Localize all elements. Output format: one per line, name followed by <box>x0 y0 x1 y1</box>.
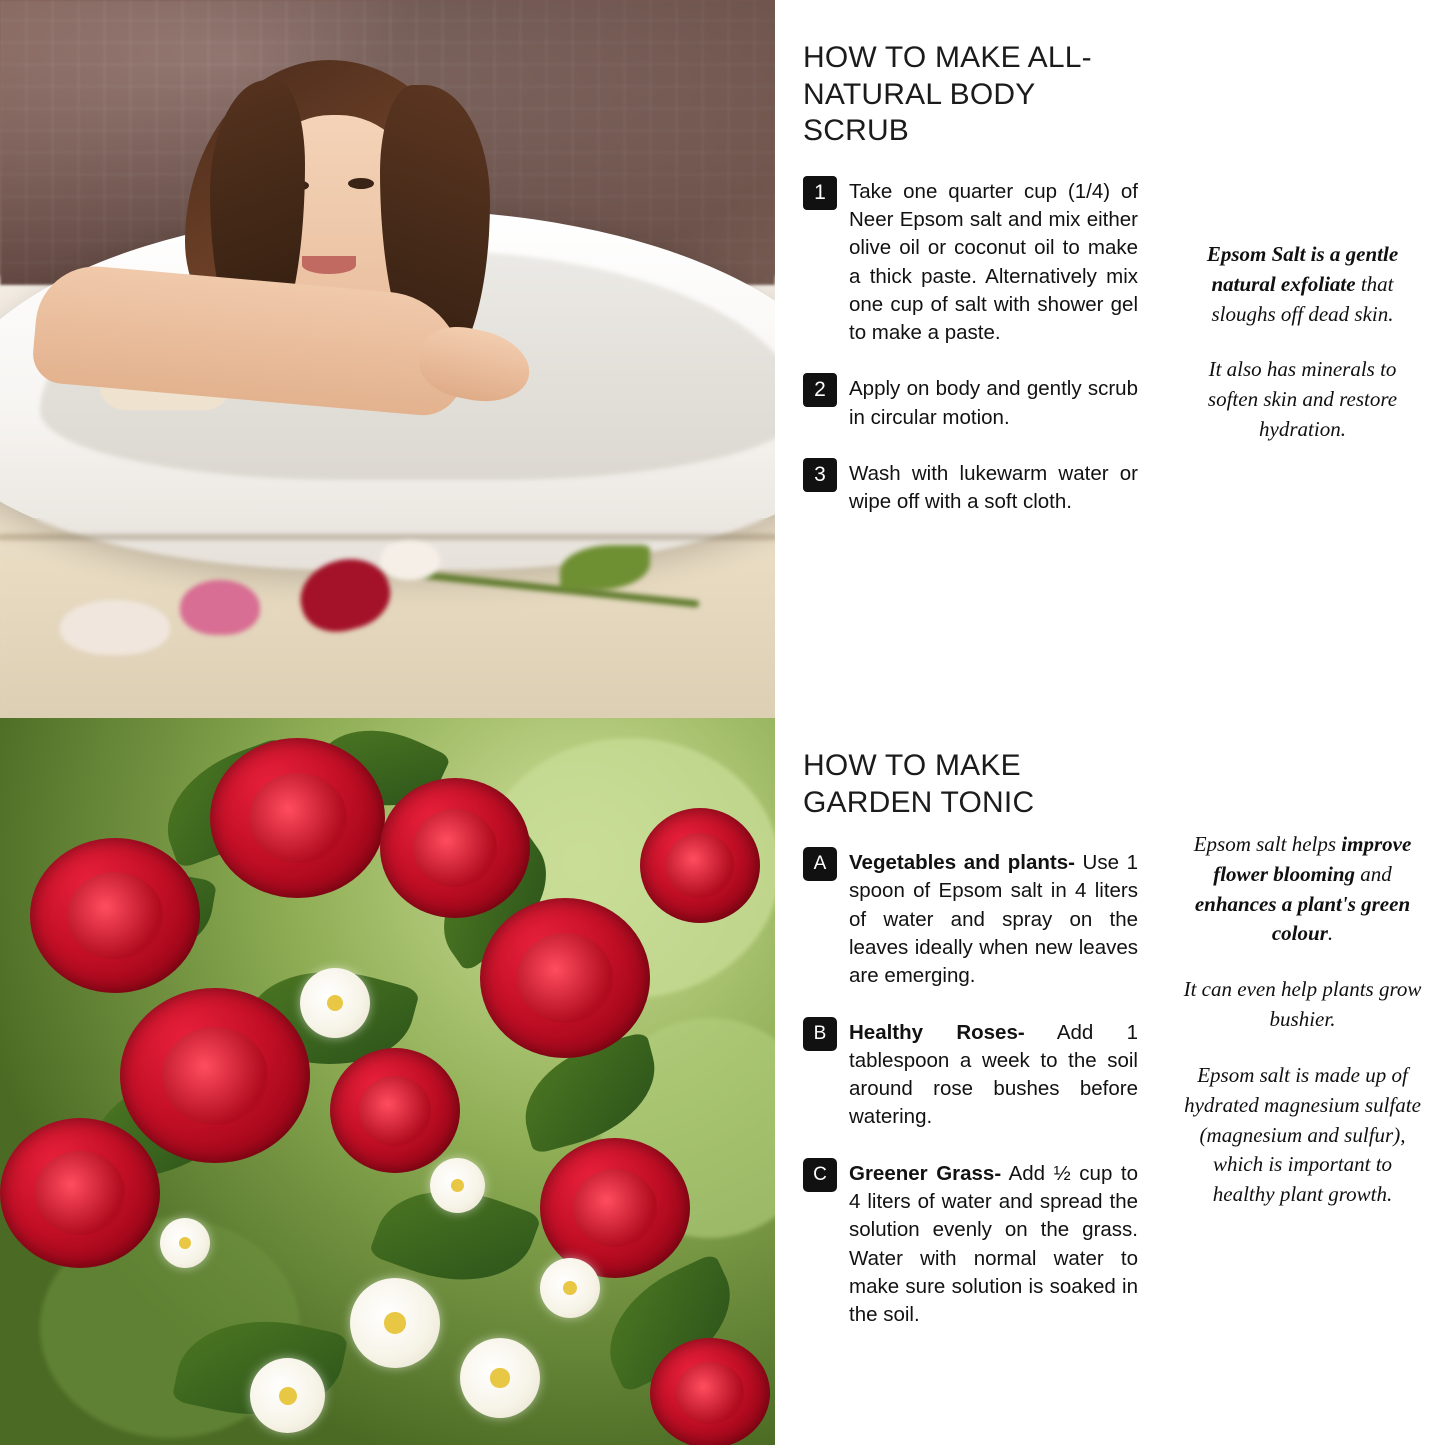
step-badge-c: C <box>803 1158 837 1192</box>
step-badge-1: 1 <box>803 176 837 210</box>
jasmine-flower <box>160 1218 210 1268</box>
body-scrub-text-panel <box>775 0 1160 718</box>
side-note-3-start: Epsom salt helps <box>1193 832 1342 856</box>
garden-tonic-text-panel <box>775 718 1160 1445</box>
side-note-3-end: . <box>1327 921 1334 946</box>
eye-right <box>348 178 374 189</box>
jasmine-flower <box>430 1158 485 1213</box>
red-rose <box>540 1138 690 1278</box>
step-lead-c: Greener Grass- <box>849 1161 1002 1185</box>
side-note-4: It can even help plants grow bushier. <box>1183 977 1422 1032</box>
red-rose <box>380 778 530 918</box>
list-item <box>803 373 1138 432</box>
page-title-body-scrub: HOW TO MAKE ALL-NATURAL BODY SCRUB <box>803 41 1092 148</box>
side-note-1-rest: that sloughs off dead skin. <box>1211 271 1394 326</box>
step-text-a <box>849 847 1138 990</box>
red-rose <box>210 738 385 898</box>
garden-tonic-section <box>0 718 1445 1445</box>
side-note-5: Epsom salt is made up of hydrated magnesium sulfate (magnesium and sulfur), which is important to healthy plant growth. <box>1184 1062 1421 1207</box>
step-badge-b: B <box>803 1017 837 1051</box>
step-body-a: Use 1 spoon of Epsom salt in 4 liters of water and spray on the leaves ideally when new leaves are emerging. <box>849 851 1138 988</box>
jasmine-flower <box>350 1278 440 1368</box>
red-rose <box>120 988 310 1163</box>
body-scrub-side-notes <box>1160 0 1445 718</box>
side-note-1-bold: Epsom Salt is a gentle natural exfoliate <box>1206 242 1399 296</box>
side-note-2: It also has minerals to soften skin and restore hydration. <box>1207 357 1398 442</box>
mouth <box>302 256 356 274</box>
side-note-1 <box>1182 240 1423 329</box>
jasmine-flower <box>300 968 370 1038</box>
foreground-blur <box>0 518 775 718</box>
jasmine-flower <box>460 1338 540 1418</box>
step-lead-b: Healthy Roses- <box>849 1020 1025 1044</box>
step-body-c: Add ½ cup to 4 liters of water and spread the solution evenly on the grass. Water with normal water to make sure solution is soaked in the soil. <box>849 1161 1139 1327</box>
red-rose <box>650 1338 770 1445</box>
red-rose <box>640 808 760 923</box>
list-item <box>803 458 1138 517</box>
list-item <box>803 847 1138 990</box>
step-text-b <box>849 1017 1138 1132</box>
jasmine-flower <box>250 1358 325 1433</box>
step-badge-3: 3 <box>803 458 837 492</box>
step-text-3: Wash with lukewarm water or wipe off with a soft cloth. <box>849 462 1138 514</box>
red-roses-garden-photo <box>0 718 775 1445</box>
side-note-3 <box>1182 830 1423 949</box>
jasmine-flower <box>540 1258 600 1318</box>
page-title-garden-tonic: HOW TO MAKE GARDEN TONIC <box>803 749 1035 819</box>
red-rose <box>330 1048 460 1173</box>
garden-tonic-steps <box>803 847 1138 1329</box>
step-text-c <box>849 1158 1138 1330</box>
list-item <box>803 1158 1138 1330</box>
side-note-3-bold-2: enhances a plant's green colour <box>1194 891 1411 946</box>
red-rose <box>30 838 200 993</box>
red-rose <box>480 898 650 1058</box>
body-scrub-steps <box>803 176 1138 517</box>
step-text-1: Take one quarter cup (1/4) of Neer Epsom salt and mix either olive oil or coconut oil to make a thick paste. Alternatively mix one cup of salt with shower gel to make a paste. <box>849 179 1138 345</box>
side-note-3-bold-1: improve flower blooming <box>1213 832 1412 886</box>
red-rose <box>0 1118 160 1268</box>
list-item <box>803 1017 1138 1132</box>
step-lead-a: Vegetables and plants- <box>849 851 1075 875</box>
garden-tonic-side-notes <box>1160 718 1445 1445</box>
step-badge-2: 2 <box>803 373 837 407</box>
woman-in-bathtub-photo <box>0 0 775 718</box>
body-scrub-section <box>0 0 1445 718</box>
step-text-2: Apply on body and gently scrub in circular motion. <box>849 377 1138 429</box>
step-body-b: Add 1 tablespoon a week to the soil around rose bushes before watering. <box>849 1020 1139 1129</box>
list-item <box>803 176 1138 348</box>
side-note-3-mid: and <box>1355 861 1392 886</box>
step-badge-a: A <box>803 847 837 881</box>
